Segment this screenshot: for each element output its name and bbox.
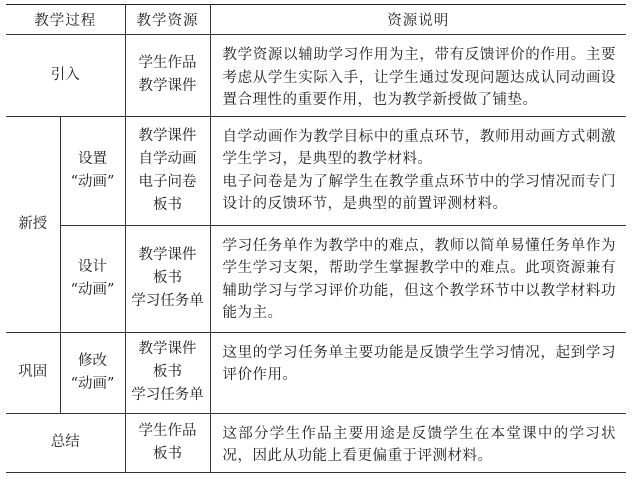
row-summary	[6, 413, 626, 472]
step-name-line: 设置	[78, 150, 107, 167]
step-set-animation	[60, 116, 125, 225]
resource-item: 教学课件	[138, 247, 197, 263]
header-process: 教学过程	[6, 5, 125, 35]
description-design-animation: 学习任务单作为教学中的难点，教师以简单易懂任务单作为学生学习支架，帮助学生掌握教学中的难点。此项资源兼有辅助学习与学习评价功能，但这个教学环节中以教学材料功能为主。	[210, 225, 626, 332]
resources-intro	[125, 35, 210, 117]
step-name-line: 设计	[78, 258, 107, 275]
description-paragraph: 电子问卷是为了解学生在教学重点环节中的学习情况而专门设计的反馈环节，是典型的前置评测材料。	[222, 173, 616, 212]
resource-item: 教学课件	[138, 127, 197, 144]
row-new-step1	[6, 116, 626, 225]
resource-item: 教学课件	[138, 341, 197, 357]
description-set-animation	[210, 116, 626, 225]
resource-item: 学习任务单	[131, 387, 204, 403]
description-intro: 教学资源以辅助学习作用为主，带有反馈评价的作用。主要考虑从学生实际入手，让学生通过发现问题达成认同动画设置合理性的重要作用，也为教学新授做了铺垫。	[210, 35, 626, 117]
resource-item: 学习任务单	[131, 293, 204, 309]
description-summary: 这部分学生作品主要用途是反馈学生在本堂课中的学习状况，因此从功能上看更偏重于评测材料。	[210, 413, 626, 472]
row-intro	[6, 35, 626, 117]
resources-set-animation	[125, 116, 210, 225]
resource-item: 板书	[153, 196, 182, 213]
resource-item: 板书	[153, 270, 182, 286]
resources-design-animation	[125, 225, 210, 332]
header-description: 资源说明	[210, 5, 626, 35]
stage-new: 新授	[6, 116, 60, 332]
step-name-line: “动画”	[70, 375, 115, 392]
resource-item: 板书	[153, 445, 182, 462]
resources-summary	[125, 413, 210, 472]
resource-item: 学生作品	[138, 422, 197, 439]
resource-item: 学生作品	[138, 55, 197, 72]
row-new-step2	[6, 225, 626, 332]
resource-table	[6, 4, 626, 473]
description-paragraph: 自学动画作为教学目标中的重点环节，教师用动画方式刺激学生学习，是典型的教学材料。	[222, 128, 616, 167]
step-design-animation	[60, 225, 125, 332]
description-consolidate: 这里的学习任务单主要功能是反馈学生学习情况，起到学习评价作用。	[210, 332, 626, 413]
step-modify-animation	[60, 332, 125, 413]
step-name-line: “动画”	[70, 173, 115, 190]
header-row	[6, 5, 626, 35]
resources-consolidate	[125, 332, 210, 413]
stage-consolidate: 巩固	[6, 332, 60, 413]
step-name-line: “动画”	[70, 281, 115, 298]
resource-item: 教学课件	[138, 78, 197, 95]
resource-item: 电子问卷	[138, 173, 197, 190]
resource-item: 板书	[153, 364, 182, 380]
resource-item: 自学动画	[138, 150, 197, 167]
stage-summary: 总结	[6, 413, 125, 472]
stage-intro: 引入	[6, 35, 125, 117]
step-name-line: 修改	[78, 352, 107, 369]
header-resource: 教学资源	[125, 5, 210, 35]
row-consolidate	[6, 332, 626, 413]
